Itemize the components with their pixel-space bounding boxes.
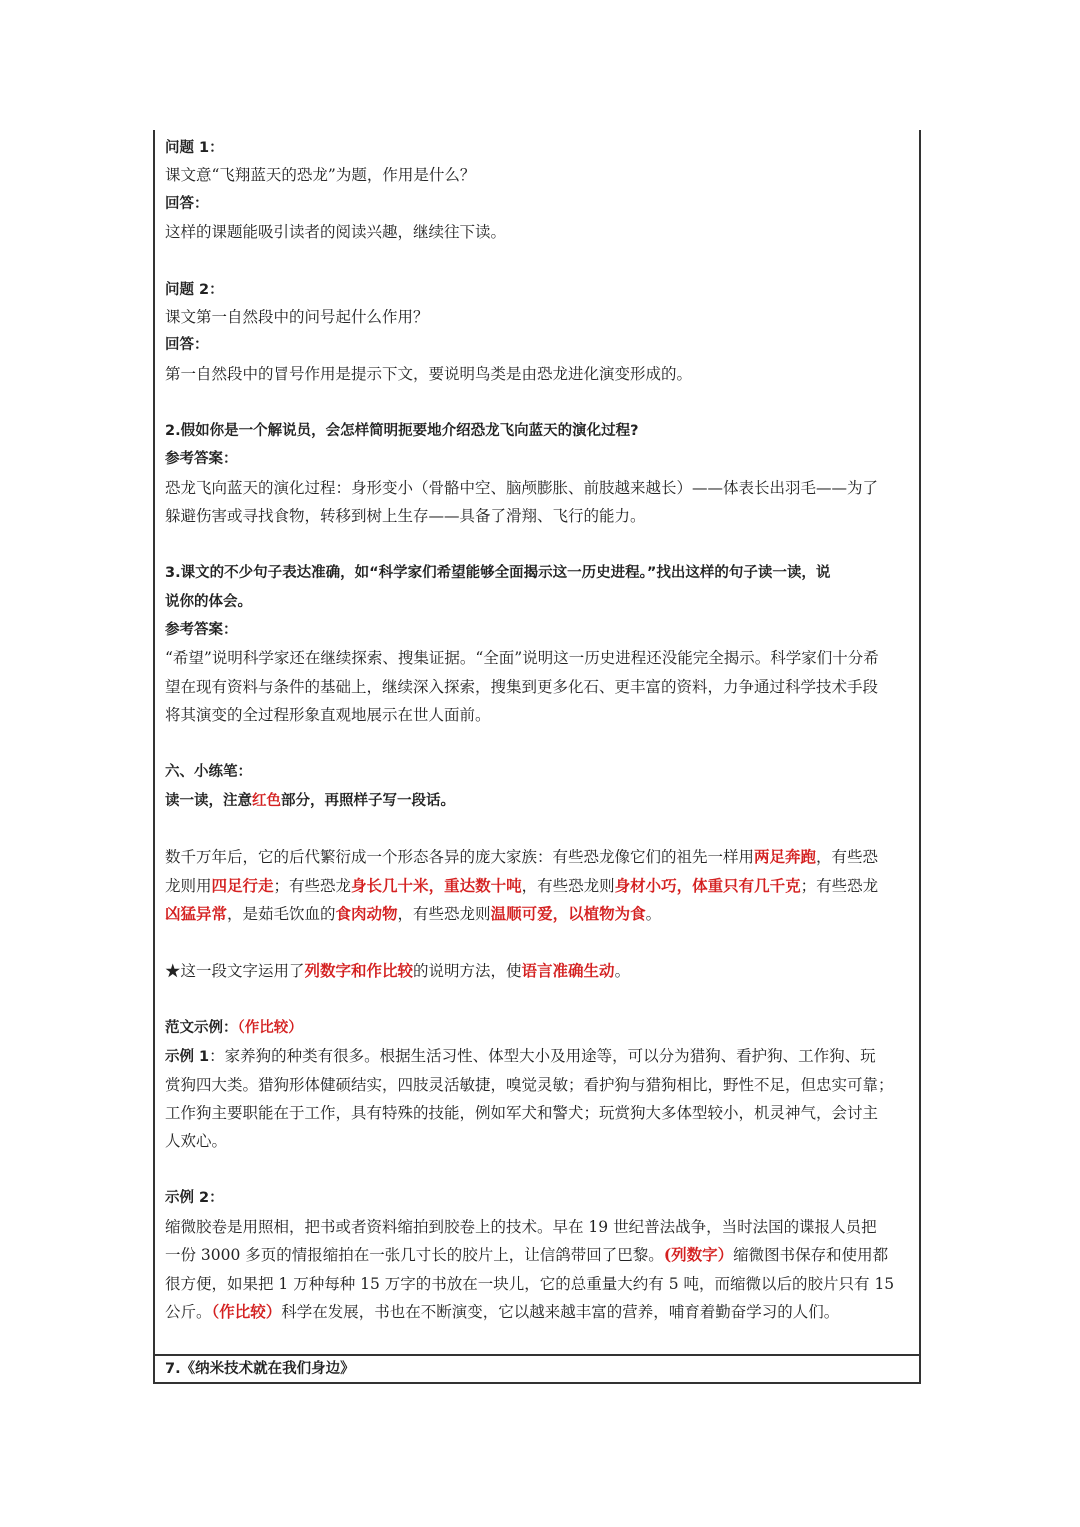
ex2-line-1: 缩微胶卷是用照相，把书或者资料缩拍到胶卷上的技术。早在 19 世纪普法战争，当时法国的谍报人员把 xyxy=(165,1218,877,1236)
s3-line-2: 望在现有资料与条件的基础上，继续深入探索，搜集到更多化石、更丰富的资料，力争通过科学技术手段 xyxy=(165,678,879,696)
s6-instruction: 读一读，注意红色部分，再照样子写一段话。 xyxy=(165,793,455,809)
s2-line-1: 恐龙飞向蓝天的演化过程：身形变小（骨骼中空、脑颅膨胀、前肢越来越长）——体表长出羽毛——为了 xyxy=(165,479,879,497)
s3-line-3: 将其演变的全过程形象直观地展示在世人面前。 xyxy=(165,706,491,724)
para-line-1: 数千万年后，它的后代繁衍成一个形态各异的庞大家族：有些恐龙像它们的祖先一样用两足奔跑，有些恐 xyxy=(165,847,879,866)
table-divider xyxy=(155,1354,919,1356)
ex1-line-1: 示例 1：家养狗的种类有很多。根据生活习性、体型大小及用途等，可以分为猎狗、看护狗、工作狗、玩 xyxy=(165,1047,876,1065)
ex1-line-3: 工作狗主要职能在于工作，具有特殊的技能，例如军犬和警犬；玩赏狗大多体型较小，机灵神气，会讨主 xyxy=(165,1104,879,1122)
content-table xyxy=(153,130,921,1384)
red-highlight: 红色 xyxy=(252,793,281,809)
ex2-line-4: 公斤。（作比较）科学在发展，书也在不断演变，它以越来越丰富的营养，哺育着勤奋学习的人们。 xyxy=(165,1302,840,1321)
footer-title: 7.《纳米技术就在我们身边》 xyxy=(165,1361,355,1377)
star-note: ★这一段文字运用了列数字和作比较的说明方法，使语言准确生动。 xyxy=(165,961,631,980)
q2-title: 问题 2： xyxy=(165,282,224,298)
ex1-line-4: 人欢心。 xyxy=(165,1132,228,1150)
ex2-line-2: 一份 3000 多页的情报缩拍在一张几寸长的胶片上，让信鸽带回了巴黎。(列数字）缩微图书保存和使用都 xyxy=(165,1245,889,1264)
s6-heading: 六、小练笔： xyxy=(165,764,252,780)
ex2-line-3: 很方便，如果把 1 万种每种 15 万字的书放在一块儿，它的总重量大约有 5 吨，而缩微以后的胶片只有 15 xyxy=(165,1275,895,1293)
q1-answer-label: 回答： xyxy=(165,196,209,212)
s3-heading-2: 说你的体会。 xyxy=(165,594,252,610)
q1-answer: 这样的课题能吸引读者的阅读兴趣，继续往下读。 xyxy=(165,223,507,241)
s3-label: 参考答案： xyxy=(165,622,238,638)
ex2-label: 示例 2： xyxy=(165,1190,224,1206)
q1-question: 课文意“飞翔蓝天的恐龙”为题，作用是什么？ xyxy=(165,166,476,184)
q1-title: 问题 1： xyxy=(165,140,224,156)
s2-label: 参考答案： xyxy=(165,451,238,467)
s2-line-2: 躲避伤害或寻找食物，转移到树上生存——具备了滑翔、飞行的能力。 xyxy=(165,507,646,525)
q2-answer-label: 回答： xyxy=(165,337,209,353)
fanwen-heading: 范文示例：（作比较） xyxy=(165,1020,303,1036)
q2-question: 课文第一自然段中的问号起什么作用？ xyxy=(165,308,429,326)
ex1-line-2: 赏狗四大类。猎狗形体健硕结实，四肢灵活敏捷，嗅觉灵敏；看护狗与猎狗相比，野性不足，但忠实可靠； xyxy=(165,1076,894,1094)
s2-heading: 2.假如你是一个解说员，会怎样简明扼要地介绍恐龙飞向蓝天的演化过程? xyxy=(165,423,639,439)
q2-answer: 第一自然段中的冒号作用是提示下文，要说明鸟类是由恐龙进化演变形成的。 xyxy=(165,365,693,383)
s3-heading-1: 3.课文的不少句子表达准确，如“科学家们希望能够全面揭示这一历史进程。”找出这样的句子读一读，说 xyxy=(165,565,831,581)
s3-line-1: “希望”说明科学家还在继续探索、搜集证据。“全面”说明这一历史进程还没能完全揭示。科学家们十分希 xyxy=(165,649,879,667)
para-line-3: 凶猛异常，是茹毛饮血的食肉动物，有些恐龙则温顺可爱，以植物为食。 xyxy=(165,904,662,923)
para-line-2: 龙则用四足行走；有些恐龙身长几十米，重达数十吨，有些恐龙则身材小巧，体重只有几千克；有些恐龙 xyxy=(165,876,879,895)
